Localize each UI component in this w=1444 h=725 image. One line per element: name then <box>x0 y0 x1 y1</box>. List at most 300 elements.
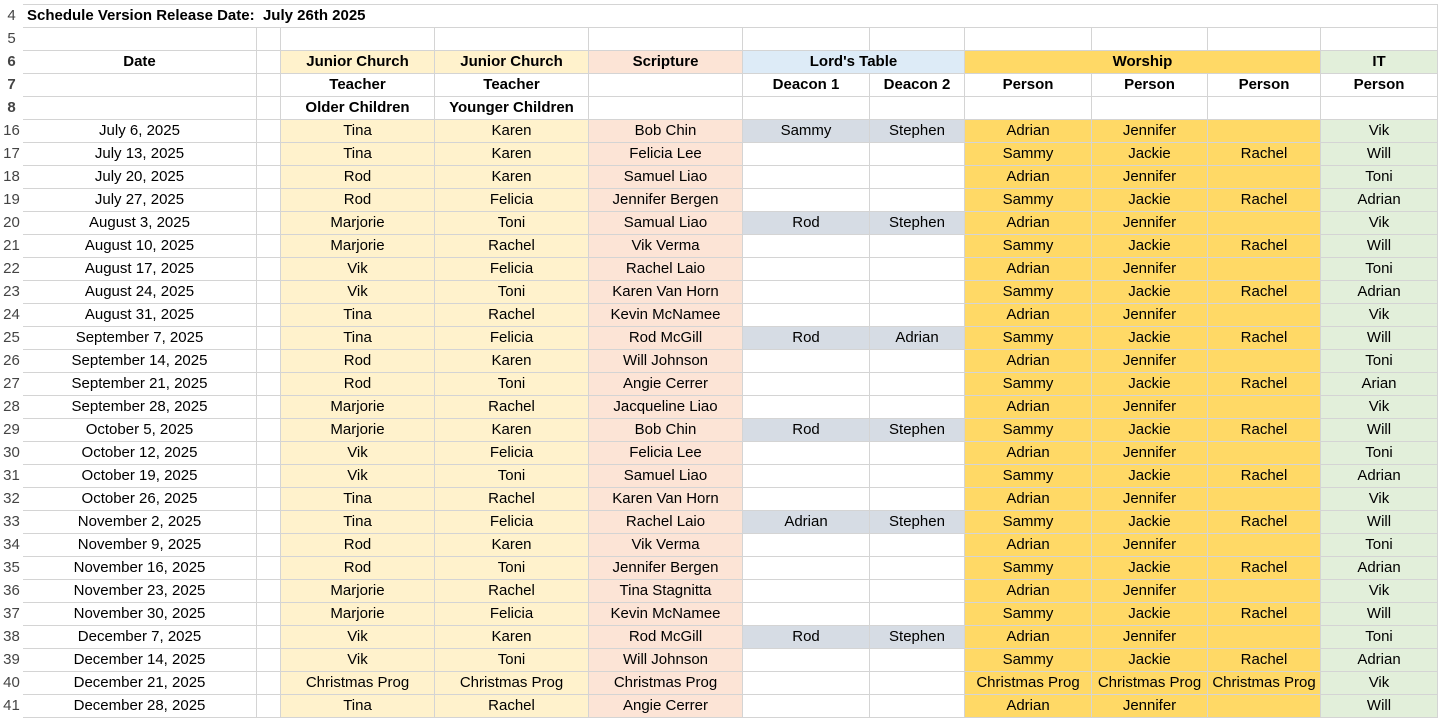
deacon-1-cell[interactable]: Sammy <box>743 120 870 143</box>
it-person-cell[interactable]: Vik <box>1321 120 1438 143</box>
worship-person-2-cell[interactable]: Jennifer <box>1092 488 1208 511</box>
scripture-cell[interactable]: Rod McGill <box>589 626 743 649</box>
scripture-cell[interactable]: Angie Cerrer <box>589 695 743 718</box>
header-worship-person-3[interactable]: Person <box>1208 74 1321 97</box>
worship-person-3-cell[interactable] <box>1208 580 1321 603</box>
junior-older-teacher-cell[interactable]: Tina <box>281 304 435 327</box>
deacon-1-cell[interactable] <box>743 304 870 327</box>
worship-person-1-cell[interactable]: Christmas Prog <box>965 672 1092 695</box>
worship-person-1-cell[interactable]: Adrian <box>965 120 1092 143</box>
junior-older-teacher-cell[interactable]: Tina <box>281 511 435 534</box>
worship-person-2-cell[interactable]: Jackie <box>1092 511 1208 534</box>
header-junior-church-younger[interactable]: Junior Church <box>435 51 589 74</box>
junior-older-teacher-cell[interactable]: Marjorie <box>281 235 435 258</box>
deacon-1-cell[interactable] <box>743 672 870 695</box>
worship-person-3-cell[interactable] <box>1208 534 1321 557</box>
date-cell[interactable]: August 3, 2025 <box>23 212 257 235</box>
worship-person-3-cell[interactable]: Rachel <box>1208 235 1321 258</box>
spacer-cell[interactable] <box>257 534 281 557</box>
worship-person-3-cell[interactable]: Rachel <box>1208 649 1321 672</box>
deacon-2-cell[interactable]: Stephen <box>870 511 965 534</box>
junior-older-teacher-cell[interactable]: Christmas Prog <box>281 672 435 695</box>
it-person-cell[interactable]: Vik <box>1321 580 1438 603</box>
worship-person-2-cell[interactable]: Christmas Prog <box>1092 672 1208 695</box>
worship-person-2-cell[interactable]: Jennifer <box>1092 166 1208 189</box>
deacon-1-cell[interactable] <box>743 281 870 304</box>
worship-person-1-cell[interactable]: Sammy <box>965 327 1092 350</box>
cell[interactable] <box>743 28 870 51</box>
deacon-1-cell[interactable]: Rod <box>743 212 870 235</box>
spacer-cell[interactable] <box>257 557 281 580</box>
spacer-cell[interactable] <box>257 235 281 258</box>
worship-person-1-cell[interactable]: Sammy <box>965 189 1092 212</box>
scripture-cell[interactable]: Jennifer Bergen <box>589 557 743 580</box>
scripture-cell[interactable]: Vik Verma <box>589 534 743 557</box>
junior-older-teacher-cell[interactable]: Tina <box>281 327 435 350</box>
date-cell[interactable]: December 21, 2025 <box>23 672 257 695</box>
deacon-1-cell[interactable]: Rod <box>743 419 870 442</box>
worship-person-2-cell[interactable]: Jackie <box>1092 235 1208 258</box>
worship-person-2-cell[interactable]: Jennifer <box>1092 580 1208 603</box>
junior-younger-teacher-cell[interactable]: Felicia <box>435 603 589 626</box>
it-person-cell[interactable]: Adrian <box>1321 649 1438 672</box>
spacer-cell[interactable] <box>257 626 281 649</box>
junior-older-teacher-cell[interactable]: Rod <box>281 557 435 580</box>
it-person-cell[interactable]: Will <box>1321 603 1438 626</box>
worship-person-3-cell[interactable]: Rachel <box>1208 373 1321 396</box>
deacon-2-cell[interactable]: Stephen <box>870 419 965 442</box>
deacon-2-cell[interactable] <box>870 304 965 327</box>
cell[interactable] <box>257 97 281 120</box>
deacon-2-cell[interactable] <box>870 580 965 603</box>
spacer-cell[interactable] <box>257 258 281 281</box>
header-deacon-2[interactable]: Deacon 2 <box>870 74 965 97</box>
worship-person-3-cell[interactable] <box>1208 488 1321 511</box>
it-person-cell[interactable]: Vik <box>1321 488 1438 511</box>
date-cell[interactable]: July 27, 2025 <box>23 189 257 212</box>
worship-person-2-cell[interactable]: Jennifer <box>1092 396 1208 419</box>
it-person-cell[interactable]: Toni <box>1321 626 1438 649</box>
it-person-cell[interactable]: Vik <box>1321 396 1438 419</box>
junior-younger-teacher-cell[interactable]: Karen <box>435 534 589 557</box>
header-lords-table[interactable]: Lord's Table <box>743 51 965 74</box>
spacer-cell[interactable] <box>257 189 281 212</box>
date-cell[interactable]: October 26, 2025 <box>23 488 257 511</box>
date-cell[interactable]: September 14, 2025 <box>23 350 257 373</box>
worship-person-2-cell[interactable]: Jackie <box>1092 649 1208 672</box>
header-date[interactable]: Date <box>23 51 257 74</box>
cell[interactable] <box>1092 28 1208 51</box>
header-spacer[interactable] <box>257 51 281 74</box>
deacon-1-cell[interactable]: Rod <box>743 327 870 350</box>
spacer-cell[interactable] <box>257 143 281 166</box>
deacon-1-cell[interactable] <box>743 442 870 465</box>
worship-person-2-cell[interactable]: Jennifer <box>1092 626 1208 649</box>
spacer-cell[interactable] <box>257 396 281 419</box>
cell[interactable] <box>23 28 257 51</box>
junior-older-teacher-cell[interactable]: Rod <box>281 350 435 373</box>
scripture-cell[interactable]: Karen Van Horn <box>589 488 743 511</box>
header-deacon-1[interactable]: Deacon 1 <box>743 74 870 97</box>
junior-older-teacher-cell[interactable]: Rod <box>281 534 435 557</box>
it-person-cell[interactable]: Arian <box>1321 373 1438 396</box>
it-person-cell[interactable]: Adrian <box>1321 557 1438 580</box>
junior-younger-teacher-cell[interactable]: Karen <box>435 143 589 166</box>
deacon-2-cell[interactable] <box>870 465 965 488</box>
worship-person-1-cell[interactable]: Adrian <box>965 212 1092 235</box>
junior-older-teacher-cell[interactable]: Rod <box>281 166 435 189</box>
worship-person-1-cell[interactable]: Adrian <box>965 488 1092 511</box>
worship-person-3-cell[interactable] <box>1208 350 1321 373</box>
scripture-cell[interactable]: Bob Chin <box>589 419 743 442</box>
junior-younger-teacher-cell[interactable]: Toni <box>435 373 589 396</box>
deacon-2-cell[interactable] <box>870 534 965 557</box>
worship-person-2-cell[interactable]: Jennifer <box>1092 534 1208 557</box>
date-cell[interactable]: November 30, 2025 <box>23 603 257 626</box>
spacer-cell[interactable] <box>257 672 281 695</box>
deacon-1-cell[interactable] <box>743 189 870 212</box>
deacon-1-cell[interactable] <box>743 488 870 511</box>
worship-person-2-cell[interactable]: Jackie <box>1092 281 1208 304</box>
worship-person-1-cell[interactable]: Sammy <box>965 557 1092 580</box>
worship-person-1-cell[interactable]: Adrian <box>965 350 1092 373</box>
junior-older-teacher-cell[interactable]: Vik <box>281 442 435 465</box>
header-younger-children[interactable]: Younger Children <box>435 97 589 120</box>
deacon-1-cell[interactable] <box>743 350 870 373</box>
worship-person-1-cell[interactable]: Adrian <box>965 304 1092 327</box>
worship-person-2-cell[interactable]: Jackie <box>1092 143 1208 166</box>
deacon-1-cell[interactable] <box>743 649 870 672</box>
worship-person-3-cell[interactable]: Rachel <box>1208 511 1321 534</box>
deacon-2-cell[interactable]: Stephen <box>870 626 965 649</box>
deacon-2-cell[interactable] <box>870 557 965 580</box>
it-person-cell[interactable]: Will <box>1321 235 1438 258</box>
junior-older-teacher-cell[interactable]: Vik <box>281 465 435 488</box>
spacer-cell[interactable] <box>257 373 281 396</box>
deacon-2-cell[interactable] <box>870 695 965 718</box>
spacer-cell[interactable] <box>257 212 281 235</box>
date-cell[interactable]: August 17, 2025 <box>23 258 257 281</box>
deacon-2-cell[interactable] <box>870 143 965 166</box>
header-it[interactable]: IT <box>1321 51 1438 74</box>
cell[interactable] <box>1092 97 1208 120</box>
deacon-1-cell[interactable] <box>743 373 870 396</box>
release-date-cell[interactable] <box>23 5 1438 28</box>
spacer-cell[interactable] <box>257 511 281 534</box>
junior-younger-teacher-cell[interactable]: Christmas Prog <box>435 672 589 695</box>
date-cell[interactable]: August 10, 2025 <box>23 235 257 258</box>
deacon-1-cell[interactable]: Adrian <box>743 511 870 534</box>
scripture-cell[interactable]: Samuel Liao <box>589 465 743 488</box>
worship-person-1-cell[interactable]: Adrian <box>965 626 1092 649</box>
deacon-1-cell[interactable] <box>743 396 870 419</box>
worship-person-3-cell[interactable] <box>1208 304 1321 327</box>
junior-older-teacher-cell[interactable]: Marjorie <box>281 396 435 419</box>
date-cell[interactable]: October 5, 2025 <box>23 419 257 442</box>
it-person-cell[interactable]: Toni <box>1321 534 1438 557</box>
header-junior-church-older[interactable]: Junior Church <box>281 51 435 74</box>
spacer-cell[interactable] <box>257 580 281 603</box>
scripture-cell[interactable]: Rachel Laio <box>589 258 743 281</box>
worship-person-3-cell[interactable]: Rachel <box>1208 603 1321 626</box>
junior-younger-teacher-cell[interactable]: Karen <box>435 419 589 442</box>
date-cell[interactable]: October 19, 2025 <box>23 465 257 488</box>
header-it-person[interactable]: Person <box>1321 74 1438 97</box>
spacer-cell[interactable] <box>257 166 281 189</box>
worship-person-3-cell[interactable]: Rachel <box>1208 557 1321 580</box>
scripture-cell[interactable]: Felicia Lee <box>589 442 743 465</box>
date-cell[interactable]: September 7, 2025 <box>23 327 257 350</box>
junior-younger-teacher-cell[interactable]: Karen <box>435 350 589 373</box>
worship-person-2-cell[interactable]: Jackie <box>1092 465 1208 488</box>
junior-younger-teacher-cell[interactable]: Felicia <box>435 189 589 212</box>
date-cell[interactable]: November 2, 2025 <box>23 511 257 534</box>
junior-older-teacher-cell[interactable]: Marjorie <box>281 580 435 603</box>
it-person-cell[interactable]: Will <box>1321 143 1438 166</box>
it-person-cell[interactable]: Vik <box>1321 304 1438 327</box>
cell[interactable] <box>281 28 435 51</box>
scripture-cell[interactable]: Will Johnson <box>589 350 743 373</box>
spacer-cell[interactable] <box>257 419 281 442</box>
worship-person-3-cell[interactable] <box>1208 442 1321 465</box>
cell[interactable] <box>1321 97 1438 120</box>
worship-person-2-cell[interactable]: Jennifer <box>1092 350 1208 373</box>
cell[interactable] <box>257 28 281 51</box>
spacer-cell[interactable] <box>257 488 281 511</box>
junior-older-teacher-cell[interactable]: Marjorie <box>281 603 435 626</box>
worship-person-3-cell[interactable] <box>1208 626 1321 649</box>
worship-person-1-cell[interactable]: Sammy <box>965 465 1092 488</box>
date-cell[interactable]: September 21, 2025 <box>23 373 257 396</box>
worship-person-1-cell[interactable]: Adrian <box>965 258 1092 281</box>
junior-younger-teacher-cell[interactable]: Karen <box>435 626 589 649</box>
deacon-1-cell[interactable] <box>743 580 870 603</box>
junior-younger-teacher-cell[interactable]: Toni <box>435 649 589 672</box>
deacon-2-cell[interactable] <box>870 488 965 511</box>
cell[interactable] <box>870 28 965 51</box>
scripture-cell[interactable]: Samuel Liao <box>589 166 743 189</box>
junior-younger-teacher-cell[interactable]: Toni <box>435 465 589 488</box>
cell[interactable] <box>589 28 743 51</box>
deacon-2-cell[interactable] <box>870 235 965 258</box>
deacon-2-cell[interactable] <box>870 396 965 419</box>
deacon-2-cell[interactable] <box>870 373 965 396</box>
spacer-cell[interactable] <box>257 649 281 672</box>
deacon-2-cell[interactable] <box>870 442 965 465</box>
worship-person-3-cell[interactable]: Rachel <box>1208 189 1321 212</box>
junior-younger-teacher-cell[interactable]: Rachel <box>435 396 589 419</box>
spacer-cell[interactable] <box>257 327 281 350</box>
junior-younger-teacher-cell[interactable]: Rachel <box>435 580 589 603</box>
deacon-1-cell[interactable] <box>743 235 870 258</box>
it-person-cell[interactable]: Vik <box>1321 672 1438 695</box>
it-person-cell[interactable]: Will <box>1321 327 1438 350</box>
it-person-cell[interactable]: Adrian <box>1321 465 1438 488</box>
scripture-cell[interactable]: Angie Cerrer <box>589 373 743 396</box>
worship-person-1-cell[interactable]: Sammy <box>965 373 1092 396</box>
spacer-cell[interactable] <box>257 281 281 304</box>
worship-person-2-cell[interactable]: Jackie <box>1092 373 1208 396</box>
cell[interactable] <box>23 97 257 120</box>
junior-younger-teacher-cell[interactable]: Rachel <box>435 304 589 327</box>
date-cell[interactable]: December 14, 2025 <box>23 649 257 672</box>
worship-person-2-cell[interactable]: Jackie <box>1092 189 1208 212</box>
cell[interactable] <box>435 28 589 51</box>
deacon-2-cell[interactable] <box>870 281 965 304</box>
cell[interactable] <box>1208 97 1321 120</box>
deacon-1-cell[interactable] <box>743 603 870 626</box>
deacon-2-cell[interactable] <box>870 350 965 373</box>
junior-younger-teacher-cell[interactable]: Toni <box>435 212 589 235</box>
it-person-cell[interactable]: Vik <box>1321 212 1438 235</box>
header-teacher-younger[interactable]: Teacher <box>435 74 589 97</box>
deacon-2-cell[interactable]: Stephen <box>870 212 965 235</box>
deacon-1-cell[interactable]: Rod <box>743 626 870 649</box>
cell[interactable] <box>589 97 743 120</box>
deacon-1-cell[interactable] <box>743 258 870 281</box>
worship-person-1-cell[interactable]: Sammy <box>965 603 1092 626</box>
junior-older-teacher-cell[interactable]: Marjorie <box>281 212 435 235</box>
worship-person-1-cell[interactable]: Sammy <box>965 235 1092 258</box>
worship-person-2-cell[interactable]: Jackie <box>1092 419 1208 442</box>
spacer-cell[interactable] <box>257 304 281 327</box>
worship-person-1-cell[interactable]: Adrian <box>965 534 1092 557</box>
worship-person-1-cell[interactable]: Adrian <box>965 442 1092 465</box>
junior-younger-teacher-cell[interactable]: Toni <box>435 281 589 304</box>
date-cell[interactable]: September 28, 2025 <box>23 396 257 419</box>
junior-older-teacher-cell[interactable]: Rod <box>281 189 435 212</box>
date-cell[interactable]: October 12, 2025 <box>23 442 257 465</box>
date-cell[interactable]: August 31, 2025 <box>23 304 257 327</box>
deacon-2-cell[interactable] <box>870 649 965 672</box>
junior-older-teacher-cell[interactable]: Tina <box>281 695 435 718</box>
deacon-2-cell[interactable] <box>870 166 965 189</box>
it-person-cell[interactable]: Will <box>1321 511 1438 534</box>
header-worship[interactable]: Worship <box>965 51 1321 74</box>
scripture-cell[interactable]: Jacqueline Liao <box>589 396 743 419</box>
junior-older-teacher-cell[interactable]: Vik <box>281 258 435 281</box>
cell[interactable] <box>1321 28 1438 51</box>
deacon-1-cell[interactable] <box>743 166 870 189</box>
junior-older-teacher-cell[interactable]: Vik <box>281 281 435 304</box>
header-scripture[interactable]: Scripture <box>589 51 743 74</box>
date-cell[interactable]: July 13, 2025 <box>23 143 257 166</box>
scripture-cell[interactable]: Felicia Lee <box>589 143 743 166</box>
worship-person-3-cell[interactable]: Christmas Prog <box>1208 672 1321 695</box>
worship-person-1-cell[interactable]: Sammy <box>965 511 1092 534</box>
scripture-cell[interactable]: Samual Liao <box>589 212 743 235</box>
spacer-cell[interactable] <box>257 465 281 488</box>
worship-person-2-cell[interactable]: Jennifer <box>1092 442 1208 465</box>
date-cell[interactable]: December 7, 2025 <box>23 626 257 649</box>
spacer-cell[interactable] <box>257 350 281 373</box>
it-person-cell[interactable]: Adrian <box>1321 281 1438 304</box>
it-person-cell[interactable]: Adrian <box>1321 189 1438 212</box>
it-person-cell[interactable]: Toni <box>1321 442 1438 465</box>
deacon-2-cell[interactable] <box>870 672 965 695</box>
deacon-1-cell[interactable] <box>743 534 870 557</box>
worship-person-3-cell[interactable] <box>1208 258 1321 281</box>
deacon-2-cell[interactable] <box>870 258 965 281</box>
worship-person-3-cell[interactable] <box>1208 695 1321 718</box>
junior-older-teacher-cell[interactable]: Tina <box>281 143 435 166</box>
it-person-cell[interactable]: Toni <box>1321 258 1438 281</box>
worship-person-2-cell[interactable]: Jennifer <box>1092 212 1208 235</box>
deacon-2-cell[interactable]: Stephen <box>870 120 965 143</box>
scripture-cell[interactable]: Christmas Prog <box>589 672 743 695</box>
cell[interactable] <box>965 97 1092 120</box>
junior-younger-teacher-cell[interactable]: Rachel <box>435 488 589 511</box>
cell[interactable] <box>23 74 257 97</box>
scripture-cell[interactable]: Rachel Laio <box>589 511 743 534</box>
scripture-cell[interactable]: Rod McGill <box>589 327 743 350</box>
header-teacher-older[interactable]: Teacher <box>281 74 435 97</box>
worship-person-3-cell[interactable] <box>1208 120 1321 143</box>
worship-person-2-cell[interactable]: Jackie <box>1092 603 1208 626</box>
worship-person-1-cell[interactable]: Sammy <box>965 419 1092 442</box>
scripture-cell[interactable]: Will Johnson <box>589 649 743 672</box>
junior-younger-teacher-cell[interactable]: Felicia <box>435 327 589 350</box>
deacon-2-cell[interactable] <box>870 189 965 212</box>
scripture-cell[interactable]: Tina Stagnitta <box>589 580 743 603</box>
deacon-1-cell[interactable] <box>743 143 870 166</box>
scripture-cell[interactable]: Bob Chin <box>589 120 743 143</box>
worship-person-1-cell[interactable]: Adrian <box>965 396 1092 419</box>
junior-younger-teacher-cell[interactable]: Rachel <box>435 695 589 718</box>
spacer-cell[interactable] <box>257 695 281 718</box>
junior-younger-teacher-cell[interactable]: Toni <box>435 557 589 580</box>
date-cell[interactable]: July 20, 2025 <box>23 166 257 189</box>
cell[interactable] <box>965 28 1092 51</box>
junior-younger-teacher-cell[interactable]: Felicia <box>435 442 589 465</box>
deacon-1-cell[interactable] <box>743 557 870 580</box>
date-cell[interactable]: November 16, 2025 <box>23 557 257 580</box>
header-worship-person-2[interactable]: Person <box>1092 74 1208 97</box>
junior-younger-teacher-cell[interactable]: Karen <box>435 120 589 143</box>
worship-person-1-cell[interactable]: Adrian <box>965 695 1092 718</box>
spacer-cell[interactable] <box>257 442 281 465</box>
header-worship-person-1[interactable]: Person <box>965 74 1092 97</box>
worship-person-1-cell[interactable]: Sammy <box>965 649 1092 672</box>
worship-person-2-cell[interactable]: Jennifer <box>1092 695 1208 718</box>
worship-person-1-cell[interactable]: Sammy <box>965 281 1092 304</box>
cell[interactable] <box>1208 28 1321 51</box>
worship-person-2-cell[interactable]: Jackie <box>1092 557 1208 580</box>
worship-person-3-cell[interactable]: Rachel <box>1208 143 1321 166</box>
junior-older-teacher-cell[interactable]: Tina <box>281 488 435 511</box>
worship-person-1-cell[interactable]: Adrian <box>965 166 1092 189</box>
date-cell[interactable]: November 9, 2025 <box>23 534 257 557</box>
header-older-children[interactable]: Older Children <box>281 97 435 120</box>
junior-younger-teacher-cell[interactable]: Karen <box>435 166 589 189</box>
worship-person-3-cell[interactable] <box>1208 212 1321 235</box>
junior-older-teacher-cell[interactable]: Tina <box>281 120 435 143</box>
date-cell[interactable]: July 6, 2025 <box>23 120 257 143</box>
worship-person-1-cell[interactable]: Adrian <box>965 580 1092 603</box>
scripture-cell[interactable]: Jennifer Bergen <box>589 189 743 212</box>
cell[interactable] <box>589 74 743 97</box>
worship-person-2-cell[interactable]: Jackie <box>1092 327 1208 350</box>
deacon-1-cell[interactable] <box>743 465 870 488</box>
worship-person-2-cell[interactable]: Jennifer <box>1092 120 1208 143</box>
spacer-cell[interactable] <box>257 120 281 143</box>
scripture-cell[interactable]: Kevin McNamee <box>589 603 743 626</box>
date-cell[interactable]: August 24, 2025 <box>23 281 257 304</box>
cell[interactable] <box>743 97 870 120</box>
date-cell[interactable]: December 28, 2025 <box>23 695 257 718</box>
worship-person-3-cell[interactable]: Rachel <box>1208 281 1321 304</box>
scripture-cell[interactable]: Vik Verma <box>589 235 743 258</box>
